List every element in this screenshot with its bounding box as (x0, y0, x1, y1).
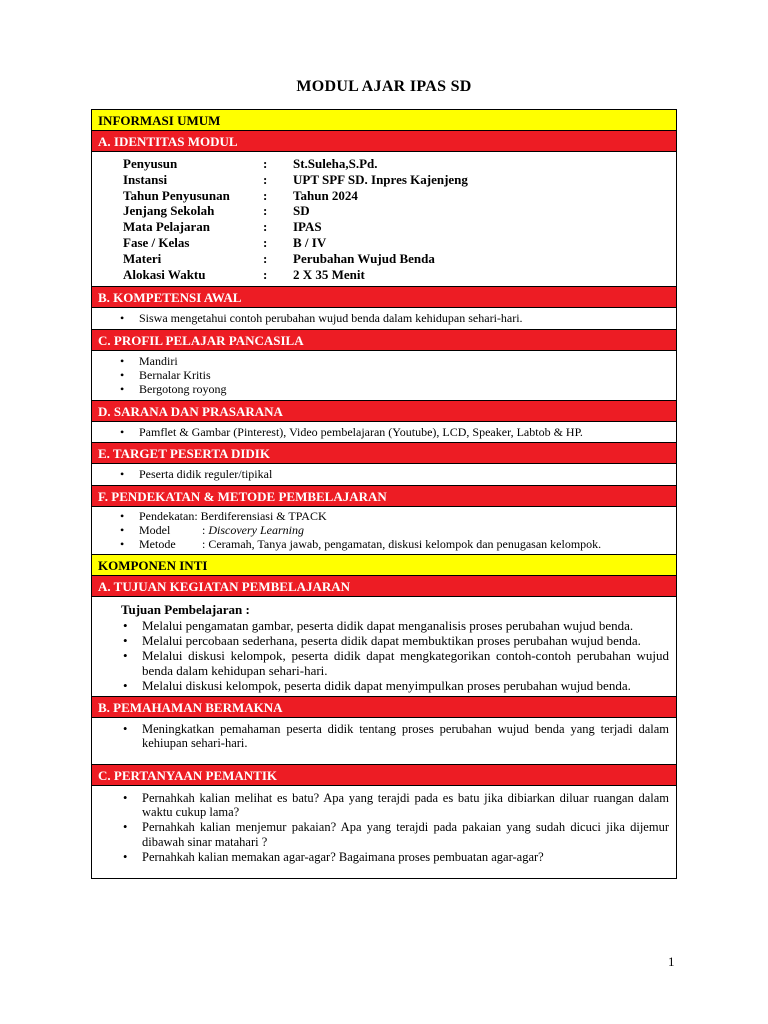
list-item-metode (139, 538, 662, 552)
tujuan-kegiatan-header: A. TUJUAN KEGIATAN PEMBELAJARAN (92, 576, 676, 597)
profil-pelajar-section (92, 351, 676, 400)
id-row-instansi (123, 172, 676, 188)
id-label: Instansi (123, 171, 168, 187)
id-row-penyusun (123, 156, 676, 172)
sarana-prasarana-header: D. SARANA DAN PRASARANA (92, 401, 676, 422)
id-label: Tahun Penyusunan (123, 187, 230, 203)
list-item: • Pernahkah kalian melihat es batu? Apa yang terajdi pada es batu jika dibiarkan diluar ruangan dalam waktu cukup lama? (142, 791, 669, 821)
id-colon: : (263, 266, 268, 282)
list-item: • Melalui diskusi kelompok, peserta didik dapat mengkategorikan contoh-contoh perubahan wujud benda dalam kehidupan sehari-hari. (142, 648, 669, 678)
identitas-modul-table (92, 152, 676, 287)
pendekatan-metode-section (92, 507, 676, 554)
id-colon: : (263, 171, 268, 187)
pendekatan-metode-header: F. PENDEKATAN & METODE PEMBELAJARAN (92, 486, 676, 507)
approach-value-italic: Discovery Learning (208, 522, 304, 537)
list-item: • Melalui percobaan sederhana, peserta didik dapat membuktikan proses perubahan wujud benda. (142, 633, 669, 648)
list-item: • Mandiri (139, 355, 662, 369)
approach-value: : (202, 522, 209, 537)
page-number: 1 (668, 954, 675, 969)
profil-pelajar-header: C. PROFIL PELAJAR PANCASILA (92, 330, 676, 351)
identitas-modul-header: A. IDENTITAS MODUL (92, 131, 676, 152)
id-label: Jenjang Sekolah (123, 203, 215, 219)
target-peserta-section (92, 464, 676, 486)
id-colon: : (263, 219, 268, 235)
id-colon: : (263, 234, 268, 250)
id-label: Alokasi Waktu (123, 266, 206, 282)
id-label: Fase / Kelas (123, 234, 190, 250)
list-item-model (139, 524, 662, 538)
id-label: Penyusun (123, 156, 178, 171)
list-item: • Melalui diskusi kelompok, peserta didik dapat menyimpulkan proses perubahan wujud benda. (142, 678, 669, 693)
id-label: Mata Pelajaran (123, 219, 211, 235)
list-item: • Siswa mengetahui contoh perubahan wujud benda dalam kehidupan sehari-hari. (139, 312, 662, 326)
id-row-tahun (123, 188, 676, 204)
document-title: MODUL AJAR IPAS SD (296, 78, 472, 95)
id-value: B / IV (293, 234, 327, 250)
id-value: 2 X 35 Menit (293, 266, 365, 282)
list-item: • Pamflet & Gambar (Pinterest), Video pembelajaran (Youtube), LCD, Speaker, Labtob & HP. (139, 426, 662, 440)
id-value: SD (293, 203, 310, 219)
id-row-jenjang (123, 203, 676, 219)
id-value: UPT SPF SD. Inpres Kajenjeng (293, 171, 468, 187)
sarana-prasarana-section (92, 422, 676, 444)
id-colon: : (263, 187, 268, 203)
id-label: Materi (123, 250, 162, 266)
id-row-alokasi (123, 267, 676, 283)
pertanyaan-pemantik-header: C. PERTANYAAN PEMANTIK (92, 765, 676, 786)
pertanyaan-pemantik-section (92, 786, 676, 878)
id-value: Tahun 2024 (293, 187, 358, 203)
tujuan-kegiatan-section (92, 597, 676, 697)
id-colon: : (263, 250, 268, 266)
id-row-fase (123, 235, 676, 251)
pemahaman-bermakna-header: B. PEMAHAMAN BERMAKNA (92, 697, 676, 718)
komponen-inti-header: KOMPONEN INTI (92, 555, 676, 576)
list-item: • Peserta didik reguler/tipikal (139, 468, 662, 482)
approach-label: Pendekatan (139, 509, 195, 524)
list-item: • Bergotong royong (139, 383, 662, 397)
id-value: IPAS (293, 219, 322, 235)
list-item: • Bernalar Kritis (139, 369, 662, 383)
kompetensi-awal-header: B. KOMPETENSI AWAL (92, 287, 676, 308)
list-item: • Melalui pengamatan gambar, peserta didik dapat menganalisis proses perubahan wujud benda. (142, 618, 669, 633)
approach-label: Metode (139, 536, 176, 551)
id-row-materi (123, 251, 676, 267)
approach-label: Model (139, 522, 171, 537)
list-item-pendekatan (139, 510, 662, 524)
id-colon: : (263, 156, 268, 171)
target-peserta-header: E. TARGET PESERTA DIDIK (92, 443, 676, 464)
id-value: Perubahan Wujud Benda (293, 250, 435, 266)
approach-value: : Berdiferensiasi & TPACK (194, 509, 327, 524)
tujuan-subheading: Tujuan Pembelajaran : (121, 601, 250, 617)
id-value: St.Suleha,S.Pd. (293, 156, 378, 171)
kompetensi-awal-section (92, 308, 676, 330)
id-colon: : (263, 203, 268, 219)
list-item: • Pernahkah kalian memakan agar-agar? Bagaimana proses pembuatan agar-agar? (142, 850, 669, 865)
module-table (91, 109, 677, 879)
approach-value: : Ceramah, Tanya jawab, pengamatan, diskusi kelompok dan penugasan kelompok. (202, 536, 602, 551)
pemahaman-bermakna-section (92, 718, 676, 765)
list-item: • Pernahkah kalian menjemur pakaian? Apa yang terajdi pada pakaian yang sudah dicuci jika dijemur dibawah sinar matahari ? (142, 820, 669, 850)
list-item: • Meningkatkan pemahaman peserta didik tentang proses perubahan wujud benda yang terjadi dalam kehiupan sehari-hari. (142, 722, 669, 752)
id-row-mapel (123, 219, 676, 235)
informasi-umum-header: INFORMASI UMUM (92, 110, 676, 131)
